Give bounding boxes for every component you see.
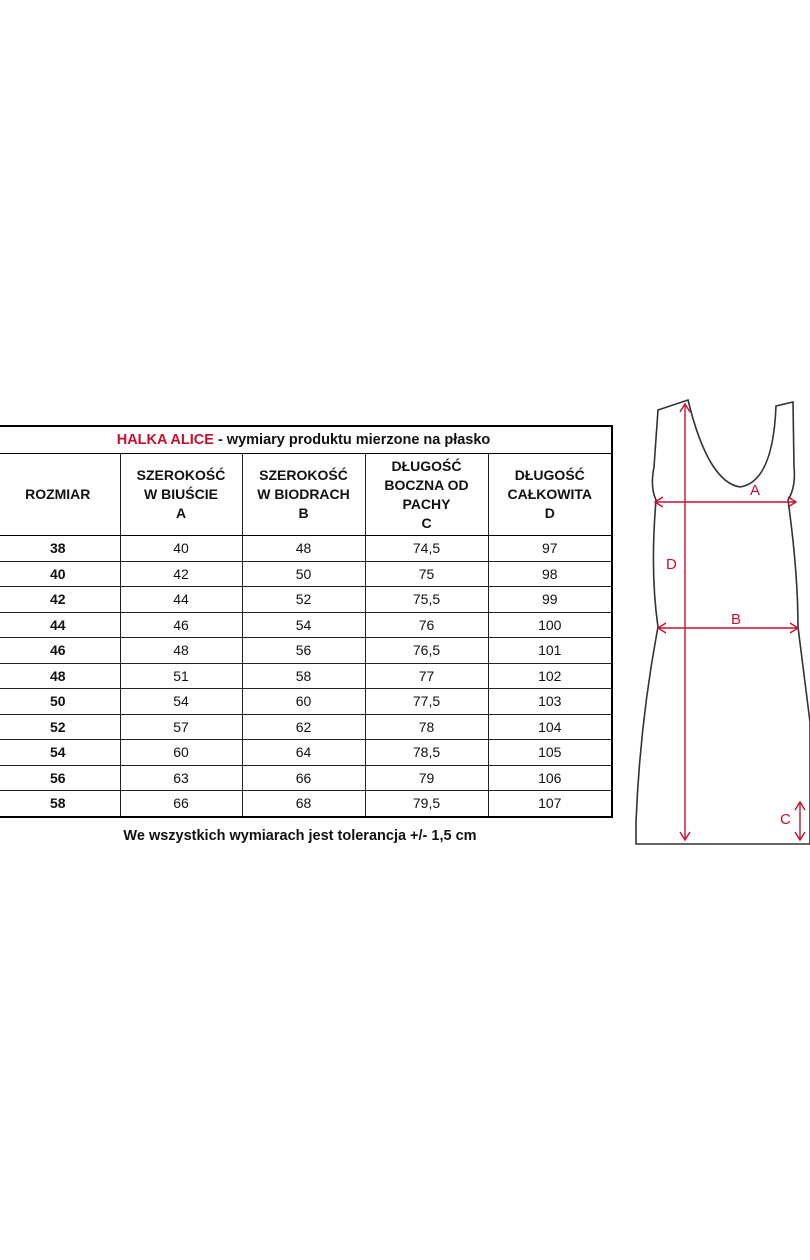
- size-cell: 42: [0, 587, 120, 613]
- measurement-cell: 46: [120, 612, 242, 638]
- measurement-cell: 106: [488, 765, 612, 791]
- header-line: PACHY: [402, 495, 451, 512]
- col-bust-header: [120, 454, 242, 536]
- measurement-cell: 105: [488, 740, 612, 766]
- table-body: [0, 536, 612, 817]
- table-row: [0, 561, 612, 587]
- measurement-cell: 60: [242, 689, 365, 715]
- measurement-cell: 75,5: [365, 587, 488, 613]
- label-a: A: [750, 482, 761, 499]
- product-name: HALKA ALICE: [116, 432, 214, 448]
- measurement-cell: 100: [488, 612, 612, 638]
- size-cell: 38: [0, 536, 120, 562]
- measurement-cell: 76: [365, 612, 488, 638]
- measurement-cell: 64: [242, 740, 365, 766]
- header-line: ROZMIAR: [25, 486, 91, 502]
- table-title-text: - wymiary produktu mierzone na płasko: [213, 432, 491, 448]
- size-cell: 58: [0, 791, 120, 817]
- garment-diagram: [628, 392, 810, 854]
- measurement-cell: 77,5: [365, 689, 488, 715]
- measurement-cell: 97: [488, 536, 612, 562]
- measurement-cell: 58: [242, 663, 365, 689]
- measurement-cell: 74,5: [365, 536, 488, 562]
- measurement-cell: 78,5: [365, 740, 488, 766]
- measurement-cell: 56: [242, 638, 365, 664]
- measurement-cell: 75: [365, 561, 488, 587]
- col-hips-header: [242, 454, 365, 536]
- header-line: DŁUGOŚĆ: [391, 457, 462, 474]
- header-line: A: [175, 505, 187, 521]
- size-cell: 56: [0, 765, 120, 791]
- table-row: [0, 791, 612, 817]
- measurement-cell: 104: [488, 714, 612, 740]
- size-cell: 46: [0, 638, 120, 664]
- table-row: [0, 536, 612, 562]
- label-d: D: [666, 556, 677, 573]
- header-line: W BIUŚCIE: [144, 486, 218, 502]
- tolerance-note: We wszystkich wymiarach jest tolerancja +/- 1,5 cm: [123, 828, 477, 844]
- header-line: C: [421, 514, 432, 531]
- measurement-cell: 40: [120, 536, 242, 562]
- measurement-cell: 77: [365, 663, 488, 689]
- measurement-cell: 60: [120, 740, 242, 766]
- table-row: [0, 714, 612, 740]
- measurement-cell: 66: [120, 791, 242, 817]
- measurement-cell: 99: [488, 587, 612, 613]
- table-row: [0, 612, 612, 638]
- table-row: [0, 638, 612, 664]
- size-cell: 48: [0, 663, 120, 689]
- header-line: DŁUGOŚĆ: [514, 467, 585, 483]
- measurement-cell: 68: [242, 791, 365, 817]
- table-row: [0, 689, 612, 715]
- measurement-cell: 107: [488, 791, 612, 817]
- size-cell: 50: [0, 689, 120, 715]
- measurement-cell: 44: [120, 587, 242, 613]
- table-row: [0, 765, 612, 791]
- label-b: B: [731, 611, 742, 628]
- table-title: [0, 426, 612, 454]
- measurement-cell: 48: [120, 638, 242, 664]
- measurement-cell: 103: [488, 689, 612, 715]
- size-table: [0, 425, 613, 818]
- header-line: SZEROKOŚĆ: [259, 467, 348, 483]
- measurement-cell: 98: [488, 561, 612, 587]
- col-side-length-header: [365, 454, 488, 536]
- measurement-cell: 66: [242, 765, 365, 791]
- measurement-cell: 63: [120, 765, 242, 791]
- measurement-cell: 51: [120, 663, 242, 689]
- header-line: BOCZNA OD: [384, 476, 469, 493]
- table-row: [0, 587, 612, 613]
- size-cell: 44: [0, 612, 120, 638]
- header-line: D: [544, 505, 555, 521]
- size-cell: 40: [0, 561, 120, 587]
- header-line: SZEROKOŚĆ: [136, 467, 226, 483]
- header-line: CAŁKOWITA: [507, 486, 593, 502]
- label-c: C: [780, 811, 791, 828]
- table-header-row: [0, 454, 612, 536]
- col-size-header: [0, 454, 120, 536]
- measurement-cell: 78: [365, 714, 488, 740]
- measurement-cell: 52: [242, 587, 365, 613]
- table-title-row: [0, 426, 612, 454]
- measurement-cell: 79,5: [365, 791, 488, 817]
- measurement-cell: 76,5: [365, 638, 488, 664]
- measurement-cell: 102: [488, 663, 612, 689]
- measurement-cell: 101: [488, 638, 612, 664]
- col-total-length-header: [488, 454, 612, 536]
- measurement-cell: 57: [120, 714, 242, 740]
- measurement-cell: 42: [120, 561, 242, 587]
- measurement-cell: 50: [242, 561, 365, 587]
- slip-outline: [636, 400, 810, 844]
- measurement-cell: 79: [365, 765, 488, 791]
- measurement-cell: 54: [120, 689, 242, 715]
- header-line: W BIODRACH: [257, 486, 350, 502]
- measurement-cell: 62: [242, 714, 365, 740]
- measurement-cell: 48: [242, 536, 365, 562]
- size-cell: 52: [0, 714, 120, 740]
- header-line: B: [298, 505, 309, 521]
- size-cell: 54: [0, 740, 120, 766]
- measurement-cell: 54: [242, 612, 365, 638]
- table-row: [0, 740, 612, 766]
- table-row: [0, 663, 612, 689]
